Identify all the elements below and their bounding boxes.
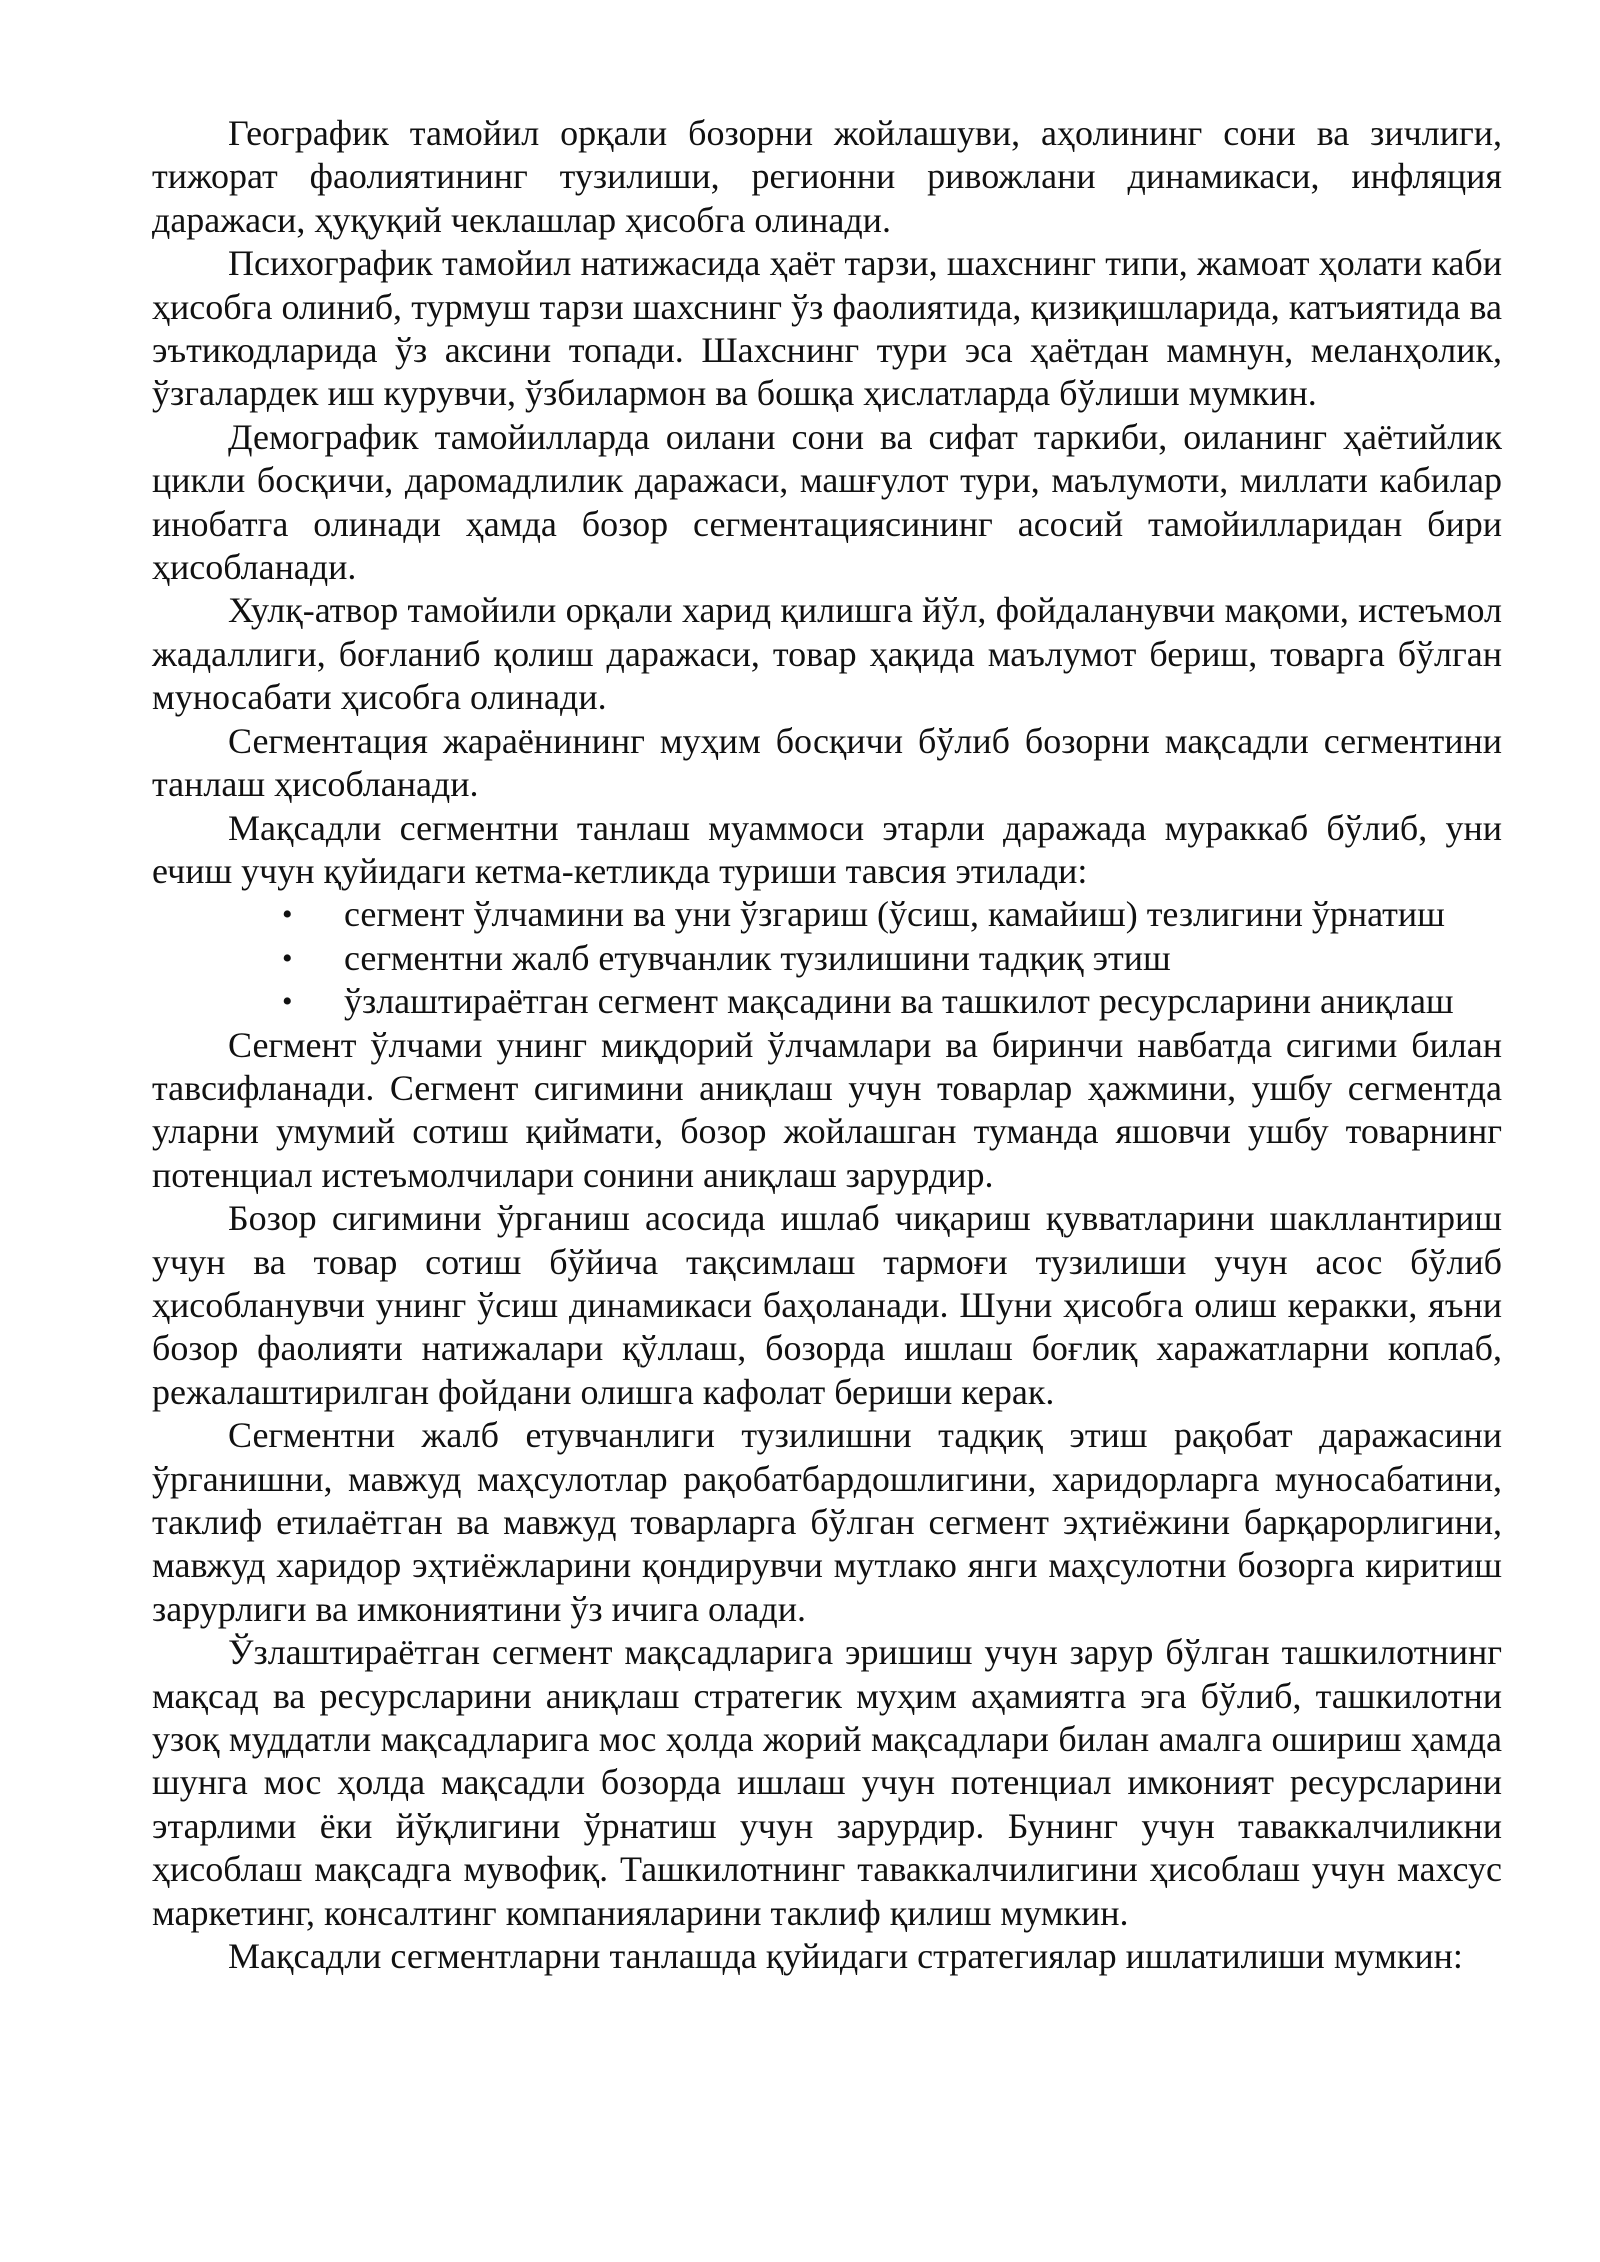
- paragraph-market-capacity: Бозор сигимини ўрганиш асосида ишлаб чиқариш қувватларини шакллантириш учун ва товар сотиш бўйича тақсимлаш тармоғи тузилиши учун асос бўлиб ҳисобланувчи унинг ўсиш динамикаси баҳоланади. Шуни ҳисобга олиш керакки, яъни бозор фаолияти натижалари қўллаш, бозорда ишлаш боғлиқ харажатларни коплаб, режалаштирилган фойдани олишга кафолат бериши керак.: [152, 1198, 1502, 1412]
- paragraph-segmentation-stage: Сегментация жараёнининг муҳим босқичи бўлиб бозорни мақсадли сегментини танлаш ҳисобланади.: [152, 720, 1502, 805]
- document-page: [152, 112, 1502, 1978]
- paragraph-geographic: Географик тамойил орқали бозорни жойлашуви, аҳолининг сони ва зичлиги, тижорат фаолиятининг тузилиши, регионни ривожлани динамикаси, инфляция даражаси, ҳуқуқий чеклашлар ҳисобга олинади.: [152, 113, 1502, 240]
- bullet-icon: •: [282, 985, 293, 1019]
- list-item-text: сегментни жалб етувчанлик тузилишини тадқиқ этиш: [344, 937, 1171, 978]
- list-item-text: ўзлаштираётган сегмент мақсадини ва ташкилот ресурсларини аниқлаш: [344, 981, 1454, 1022]
- list-item-text: сегмент ўлчамини ва уни ўзгариш (ўсиш, камайиш) тезлигини ўрнатиш: [344, 894, 1445, 935]
- paragraph-behavioral: Хулқ-атвор тамойили орқали харид қилишга йўл, фойдаланувчи мақоми, истеъмол жадаллиги, боғланиб қолиш даражаси, товар ҳақида маълумот бериш, товарга бўлган муносабати ҳисобга олинади.: [152, 590, 1502, 718]
- paragraph-target-segment-intro: Мақсадли сегментни танлаш муаммоси этарли даражада мураккаб бўлиб, уни ечиш учун қуйидаги кетма-кетликда туриши тавсия этилади:: [152, 807, 1502, 891]
- paragraph-strategies-intro: Мақсадли сегментларни танлашда қуйидаги стратегиялар ишлатилиши мумкин:: [228, 1936, 1463, 1977]
- paragraph-organization-resources: Ўзлаштираётган сегмент мақсадларига эришиш учун зарур бўлган ташкилотнинг мақсад ва ресурсларини аниқлаш стратегик муҳим аҳамиятга эга бўлиб, ташкилотни узоқ муддатли мақсадларига мос ҳолда жорий мақсадлари билан амалга ошириш ҳамда шунга мос ҳолда мақсадли бозорда ишлаш учун потенциал имконият ресурсларини этарлими ёки йўқлигини ўрнатиш учун зарурдир. Бунинг учун таваккалчиликни ҳисоблаш мақсадга мувофиқ. Ташкилотнинг таваккалчилигини ҳисоблаш учун махсус маркетинг, консалтинг компанияларини таклиф қилиш мумкин.: [152, 1632, 1502, 1933]
- paragraph-segment-size: Сегмент ўлчами унинг миқдорий ўлчамлари ва биринчи навбатда сигими билан тавсифланади. Сегмент сигимини аниқлаш учун товарлар ҳажмини, ушбу сегментда уларни умумий сотиш қиймати, бозор жойлашган туманда яшовчи ушбу товарнинг потенциал истеъмолчилари сонини аниқлаш зарурдир.: [152, 1024, 1502, 1195]
- paragraph-psychographic: Психографик тамойил натижасида ҳаёт тарзи, шахснинг типи, жамоат ҳолати каби ҳисобга олиниб, турмуш тарзи шахснинг ўз фаолиятида, қизиқишларида, катъиятида ва эътикодларида ўз аксини топади. Шахснинг тури эса ҳаётдан мамнун, меланҳолик, ўзгалардек иш курувчи, ўзбилармон ва бошқа ҳислатларда бўлиши мумкин.: [152, 243, 1502, 414]
- list-item: [152, 893, 1502, 936]
- list-item: [152, 937, 1502, 980]
- bullet-list: [152, 893, 1502, 1023]
- bullet-icon: •: [282, 941, 293, 975]
- list-item: [152, 980, 1502, 1023]
- bullet-icon: •: [282, 898, 293, 932]
- paragraph-demographic: Демографик тамойилларда оилани сони ва сифат таркиби, оиланинг ҳаётийлик цикли босқичи, даромадлилик даражаси, машғулот тури, маълумоти, миллати кабилар инобатга олинади ҳамда бозор сегментациясининг асосий тамойилларидан бири ҳисобланади.: [152, 416, 1502, 588]
- paragraph-segment-attractiveness: Сегментни жалб етувчанлиги тузилишни тадқиқ этиш рақобат даражасини ўрганишни, мавжуд маҳсулотлар рақобатбардошлигини, харидорларга муносабатини, таклиф етилаётган ва мавжуд товарларга бўлган сегмент эҳтиёжини барқарорлигини, мавжуд харидор эҳтиёжларини қондирувчи мутлако янги маҳсулотни бозорга киритиш зарурлиги ва имкониятини ўз ичига олади.: [152, 1415, 1502, 1629]
